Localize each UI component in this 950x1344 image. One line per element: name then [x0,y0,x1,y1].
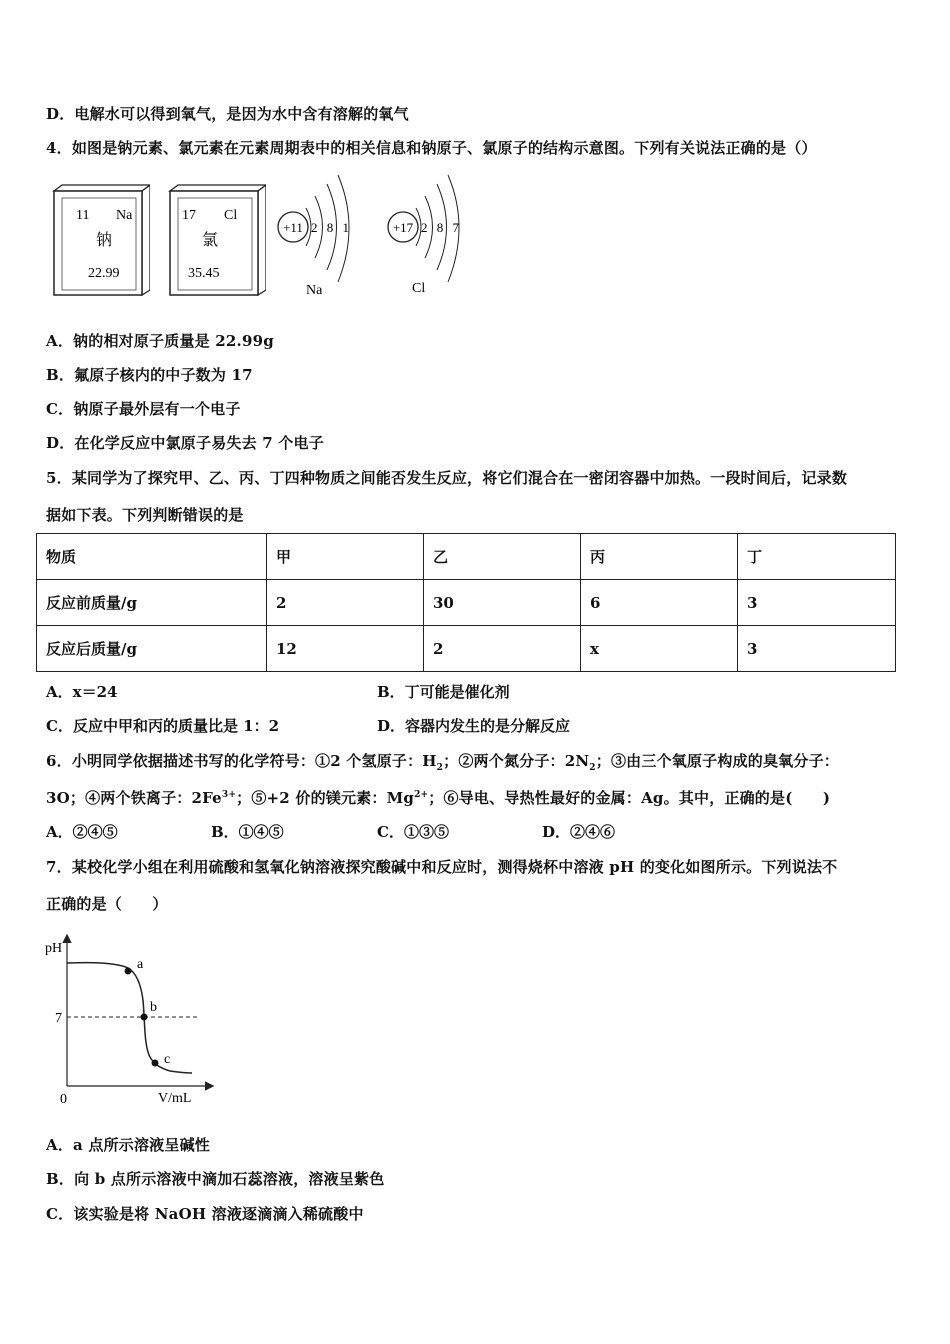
q6-subscript: 2 [436,763,444,773]
na-name: 钠 [96,230,113,249]
cl-atom-diagram [382,172,482,300]
q6-option-c: C．①③⑤ [377,823,449,841]
table-cell: 2 [267,580,424,626]
point-c-label: c [164,1052,171,1067]
na-atomic-number: 11 [76,208,90,223]
q6-subscript: 2 [589,763,596,773]
na-nucleus-charge: +11 [283,220,303,235]
q5-data-table [36,533,896,672]
q4-stem: 4．如图是钠元素、氯元素在元素周期表中的相关信息和钠原子、氯原子的结构示意图。下列有关说法正确的是（） [46,139,817,157]
na-atom-diagram [272,172,372,300]
q3-option-d: D．电解水可以得到氧气，是因为水中含有溶解的氧气 [46,105,409,123]
q5-option-d: D．容器内发生的是分解反应 [377,717,571,735]
table-cell: 丙 [581,534,738,580]
q6-option-a: A．②④⑤ [46,823,118,841]
table-row [37,580,896,626]
na-symbol: Na [116,208,133,223]
x-axis-label: V/mL [158,1091,192,1106]
table-cell: 3 [738,626,896,672]
q4-option-c: C．钠原子最外层有一个电子 [46,400,241,418]
cl-element-tile [166,183,266,298]
cl-mass: 35.45 [188,266,220,281]
q4-option-b: B．氟原子核内的中子数为 17 [46,366,253,384]
table-row [37,626,896,672]
q6-text: 3O；④两个铁离子：2Fe [46,789,222,807]
table-cell: 反应后质量/g [37,626,267,672]
point-a [125,968,132,975]
q6-text: 6．小明同学依据描述书写的化学符号：①2 个氢原子：H [46,752,437,770]
q6-text: ；②两个氮分子：2N [443,752,590,770]
q7-option-a: A．a 点所示溶液呈碱性 [46,1136,210,1154]
origin-label: 0 [60,1092,67,1107]
q6-text: ；⑤+2 价的镁元素：Mg [236,789,415,807]
cl-name: 氯 [202,230,219,249]
na-atom-label: Na [306,283,323,298]
table-cell: 30 [424,580,581,626]
q4-option-d: D．在化学反应中氯原子易失去 7 个电子 [46,434,324,452]
cl-atomic-number: 17 [182,208,196,223]
table-cell: 6 [581,580,738,626]
table-cell: x [581,626,738,672]
point-b [141,1014,148,1021]
table-cell: 3 [738,580,896,626]
q7-option-c: C．该实验是将 NaOH 溶液逐滴滴入稀硫酸中 [46,1205,364,1223]
table-cell: 甲 [267,534,424,580]
cl-atom-label: Cl [412,281,426,296]
cl-electron-shells: 2 8 7 [421,220,462,235]
table-cell: 2 [424,626,581,672]
na-element-tile [50,183,150,298]
q5-option-a: A．x＝24 [46,683,118,701]
q6-stem-line2 [46,787,830,808]
ph-curve [67,963,192,1073]
q6-superscript: 3+ [221,790,237,800]
table-cell: 反应前质量/g [37,580,267,626]
q7-option-b: B．向 b 点所示溶液中滴加石蕊溶液，溶液呈紫色 [46,1170,385,1188]
q6-option-d: D．②④⑥ [542,823,616,841]
table-header-row [37,534,896,580]
table-cell: 12 [267,626,424,672]
q5-stem-line2: 据如下表。下列判断错误的是 [46,506,244,524]
cl-symbol: Cl [224,208,238,223]
q5-option-b: B．丁可能是催化剂 [377,683,510,701]
q6-stem-line1 [46,750,839,773]
q6-text: ；③由三个氧原子构成的臭氧分子： [595,752,839,770]
table-cell: 丁 [738,534,896,580]
na-mass: 22.99 [88,266,120,281]
q5-stem-line1: 5．某同学为了探究甲、乙、丙、丁四种物质之间能否发生反应，将它们混合在一密闭容器中加热。一段时间后，记录数 [46,469,848,487]
point-a-label: a [137,957,144,972]
table-cell: 乙 [424,534,581,580]
ph-curve-graph [42,930,222,1110]
q7-stem-line1: 7．某校化学小组在利用硫酸和氢氧化钠溶液探究酸碱中和反应时，测得烧杯中溶液 pH 的变化如图所示。下列说法不 [46,858,838,876]
na-electron-shells: 2 8 1 [311,220,352,235]
q7-stem-line2: 正确的是（ ） [46,895,168,913]
q6-text: ；⑥导电、导热性最好的金属：Ag。其中，正确的是( ) [428,789,831,807]
y-axis-label: pH [45,941,63,956]
point-b-label: b [150,1000,157,1015]
ph-7-tick-label: 7 [55,1011,62,1026]
table-cell: 物质 [37,534,267,580]
cl-nucleus-charge: +17 [392,220,414,235]
q6-option-b: B．①④⑤ [211,823,284,841]
q4-option-a: A．钠的相对原子质量是 22.99g [46,332,274,350]
q6-superscript: 2+ [414,790,429,800]
q5-option-c: C．反应中甲和丙的质量比是 1：2 [46,717,280,735]
point-c [152,1060,159,1067]
